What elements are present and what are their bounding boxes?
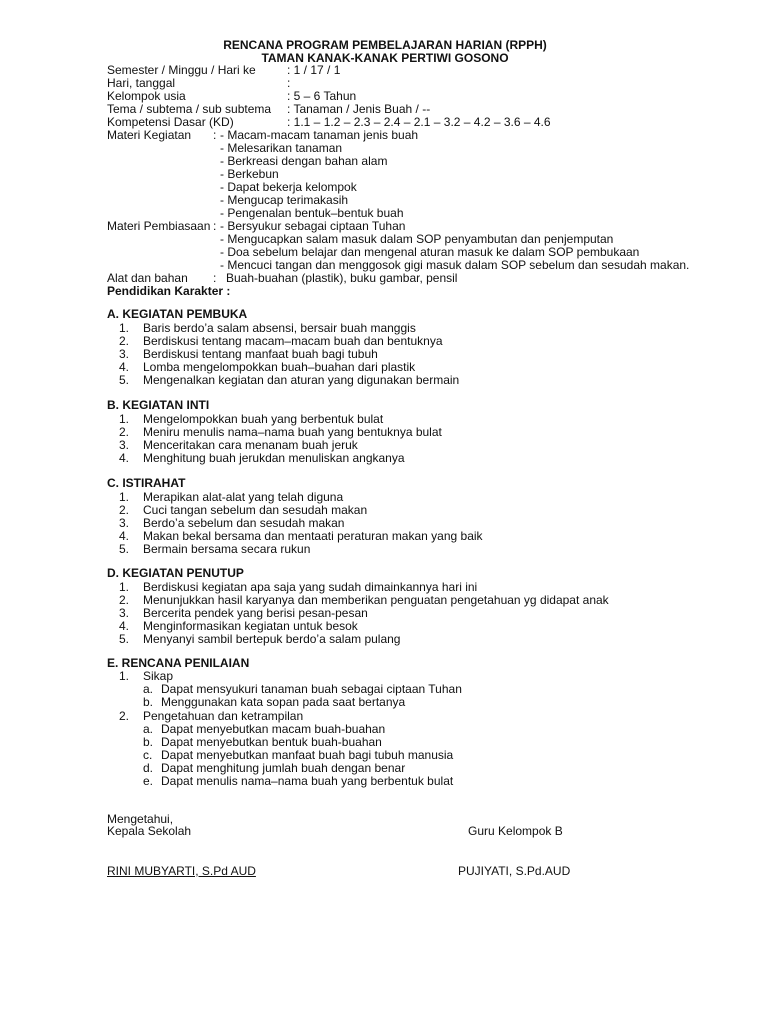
- item-number: 1.: [119, 580, 130, 594]
- section-item: Menceritakan cara menanam buah jeruk: [143, 438, 358, 452]
- item-number: 4.: [119, 451, 130, 465]
- section-item: Merapikan alat-alat yang telah diguna: [143, 490, 344, 504]
- section-heading: D. KEGIATAN PENUTUP: [107, 566, 244, 580]
- section-item: Meniru menulis nama–nama buah yang bentuknya bulat: [143, 425, 442, 439]
- info-label: Kompetensi Dasar (KD): [107, 115, 234, 129]
- assessment-item: Dapat menyebutkan macam buah-buahan: [161, 722, 386, 736]
- item-number: 5.: [119, 373, 130, 387]
- kepala-sekolah-title: Kepala Sekolah: [107, 824, 192, 838]
- section-item: Cuci tangan sebelum dan sesudah makan: [143, 503, 368, 517]
- item-letter: a.: [143, 722, 154, 736]
- item-number: 4.: [119, 619, 130, 633]
- colon: :: [213, 271, 217, 285]
- info-value: :: [287, 76, 291, 90]
- item-letter: a.: [143, 682, 154, 696]
- section-heading: A. KEGIATAN PEMBUKA: [107, 307, 248, 321]
- section-heading: C. ISTIRAHAT: [107, 476, 186, 490]
- item-number: 1.: [119, 490, 130, 504]
- guru-name: PUJIYATI, S.Pd.AUD: [458, 864, 571, 878]
- item-number: 5.: [119, 632, 130, 646]
- item-number: 4.: [119, 360, 130, 374]
- item-number: 2.: [119, 334, 130, 348]
- item-number: 2.: [119, 425, 130, 439]
- materi-kegiatan-item: - Melesarikan tanaman: [220, 141, 343, 155]
- materi-kegiatan-item: - Dapat bekerja kelompok: [220, 180, 357, 194]
- materi-kegiatan-item: - Berkreasi dengan bahan alam: [220, 154, 388, 168]
- section-item: Berdiskusi tentang macam–macam buah dan bentuknya: [143, 334, 443, 348]
- assessment-item: Dapat menyebutkan manfaat buah bagi tubuh manusia: [161, 748, 454, 762]
- item-number: 1.: [119, 321, 130, 335]
- info-label: Semester / Minggu / Hari ke: [107, 63, 256, 77]
- section-item: Berdo’a sebelum dan sesudah makan: [143, 516, 345, 530]
- info-label: Hari, tanggal: [107, 76, 176, 90]
- item-number: 3.: [119, 347, 130, 361]
- section-item: Menghitung buah jerukdan menuliskan angkanya: [143, 451, 405, 465]
- section-item: Bermain bersama secara rukun: [143, 542, 311, 556]
- section-heading: E. RENCANA PENILAIAN: [107, 656, 250, 670]
- item-letter: b.: [143, 735, 154, 749]
- materi-kegiatan-label: Materi Kegiatan: [107, 128, 192, 142]
- assessment-group-title: Sikap: [143, 669, 174, 683]
- pendidikan-karakter-heading: Pendidikan Karakter :: [107, 284, 231, 298]
- assessment-item: Dapat menghitung jumlah buah dengan benar: [161, 761, 406, 775]
- info-value: : 5 – 6 Tahun: [287, 89, 357, 103]
- materi-pembiasaan-item: - Doa sebelum belajar dan mengenal aturan masuk ke dalam SOP pembukaan: [220, 245, 640, 259]
- item-number: 2.: [119, 503, 130, 517]
- kepala-sekolah-name: RINI MUBYARTI, S.Pd AUD: [107, 864, 256, 878]
- item-letter: b.: [143, 695, 154, 709]
- info-value: : 1 / 17 / 1: [287, 63, 341, 77]
- guru-title: Guru Kelompok B: [468, 824, 563, 838]
- item-number: 1.: [119, 669, 130, 683]
- assessment-item: Dapat mensyukuri tanaman buah sebagai ciptaan Tuhan: [161, 682, 462, 696]
- materi-kegiatan-item: - Macam-macam tanaman jenis buah: [220, 128, 419, 142]
- assessment-item: Menggunakan kata sopan pada saat bertanya: [161, 695, 406, 709]
- section-item: Baris berdo’a salam absensi, bersair buah manggis: [143, 321, 416, 335]
- materi-pembiasaan-label: Materi Pembiasaan: [107, 219, 211, 233]
- item-number: 2.: [119, 709, 130, 723]
- item-letter: c.: [143, 748, 153, 762]
- item-number: 5.: [119, 542, 130, 556]
- section-item: Berdiskusi kegiatan apa saja yang sudah dimainkannya hari ini: [143, 580, 478, 594]
- alat-label: Alat dan bahan: [107, 271, 188, 285]
- materi-kegiatan-item: - Berkebun: [220, 167, 279, 181]
- section-item: Berdiskusi tentang manfaat buah bagi tubuh: [143, 347, 378, 361]
- colon: :: [213, 128, 217, 142]
- section-item: Menunjukkan hasil karyanya dan memberikan penguatan pengetahuan yg didapat anak: [143, 593, 609, 607]
- section-item: Menyanyi sambil bertepuk berdo’a salam pulang: [143, 632, 401, 646]
- item-number: 2.: [119, 593, 130, 607]
- item-letter: d.: [143, 761, 154, 775]
- school-name: TAMAN KANAK-KANAK PERTIWI GOSONO: [261, 51, 509, 65]
- section-item: Makan bekal bersama dan mentaati peraturan makan yang baik: [143, 529, 483, 543]
- colon: :: [213, 219, 217, 233]
- item-number: 1.: [119, 412, 130, 426]
- materi-kegiatan-item: - Mengucap terimakasih: [220, 193, 349, 207]
- info-label: Tema / subtema / sub subtema: [107, 102, 272, 116]
- item-number: 3.: [119, 606, 130, 620]
- info-label: Kelompok usia: [107, 89, 186, 103]
- alat-value: Buah-buahan (plastik), buku gambar, pensil: [226, 271, 458, 285]
- item-number: 3.: [119, 438, 130, 452]
- section-item: Lomba mengelompokkan buah–buahan dari plastik: [143, 360, 416, 374]
- assessment-item: Dapat menulis nama–nama buah yang berbentuk bulat: [161, 774, 454, 788]
- materi-pembiasaan-item: - Bersyukur sebagai ciptaan Tuhan: [220, 219, 406, 233]
- section-item: Bercerita pendek yang berisi pesan-pesan: [143, 606, 368, 620]
- item-number: 4.: [119, 529, 130, 543]
- section-item: Mengelompokkan buah yang berbentuk bulat: [143, 412, 384, 426]
- mengetahui-label: Mengetahui,: [107, 812, 174, 826]
- materi-pembiasaan-item: - Mencuci tangan dan menggosok gigi masuk dalam SOP sebelum dan sesudah makan.: [220, 258, 690, 272]
- item-number: 3.: [119, 516, 130, 530]
- info-value: : Tanaman / Jenis Buah / --: [287, 102, 431, 116]
- assessment-item: Dapat menyebutkan bentuk buah-buahan: [161, 735, 382, 749]
- section-item: Mengenalkan kegiatan dan aturan yang digunakan bermain: [143, 373, 460, 387]
- section-item: Menginformasikan kegiatan untuk besok: [143, 619, 358, 633]
- materi-kegiatan-item: - Pengenalan bentuk–bentuk buah: [220, 206, 404, 220]
- assessment-group-title: Pengetahuan dan ketrampilan: [143, 709, 304, 723]
- section-heading: B. KEGIATAN INTI: [107, 398, 210, 412]
- document-title: RENCANA PROGRAM PEMBELAJARAN HARIAN (RPPH): [223, 38, 547, 52]
- materi-pembiasaan-item: - Mengucapkan salam masuk dalam SOP penyambutan dan penjemputan: [220, 232, 614, 246]
- item-letter: e.: [143, 774, 154, 788]
- info-value: : 1.1 – 1.2 – 2.3 – 2.4 – 2.1 – 3.2 – 4.2 – 3.6 – 4.6: [287, 115, 551, 129]
